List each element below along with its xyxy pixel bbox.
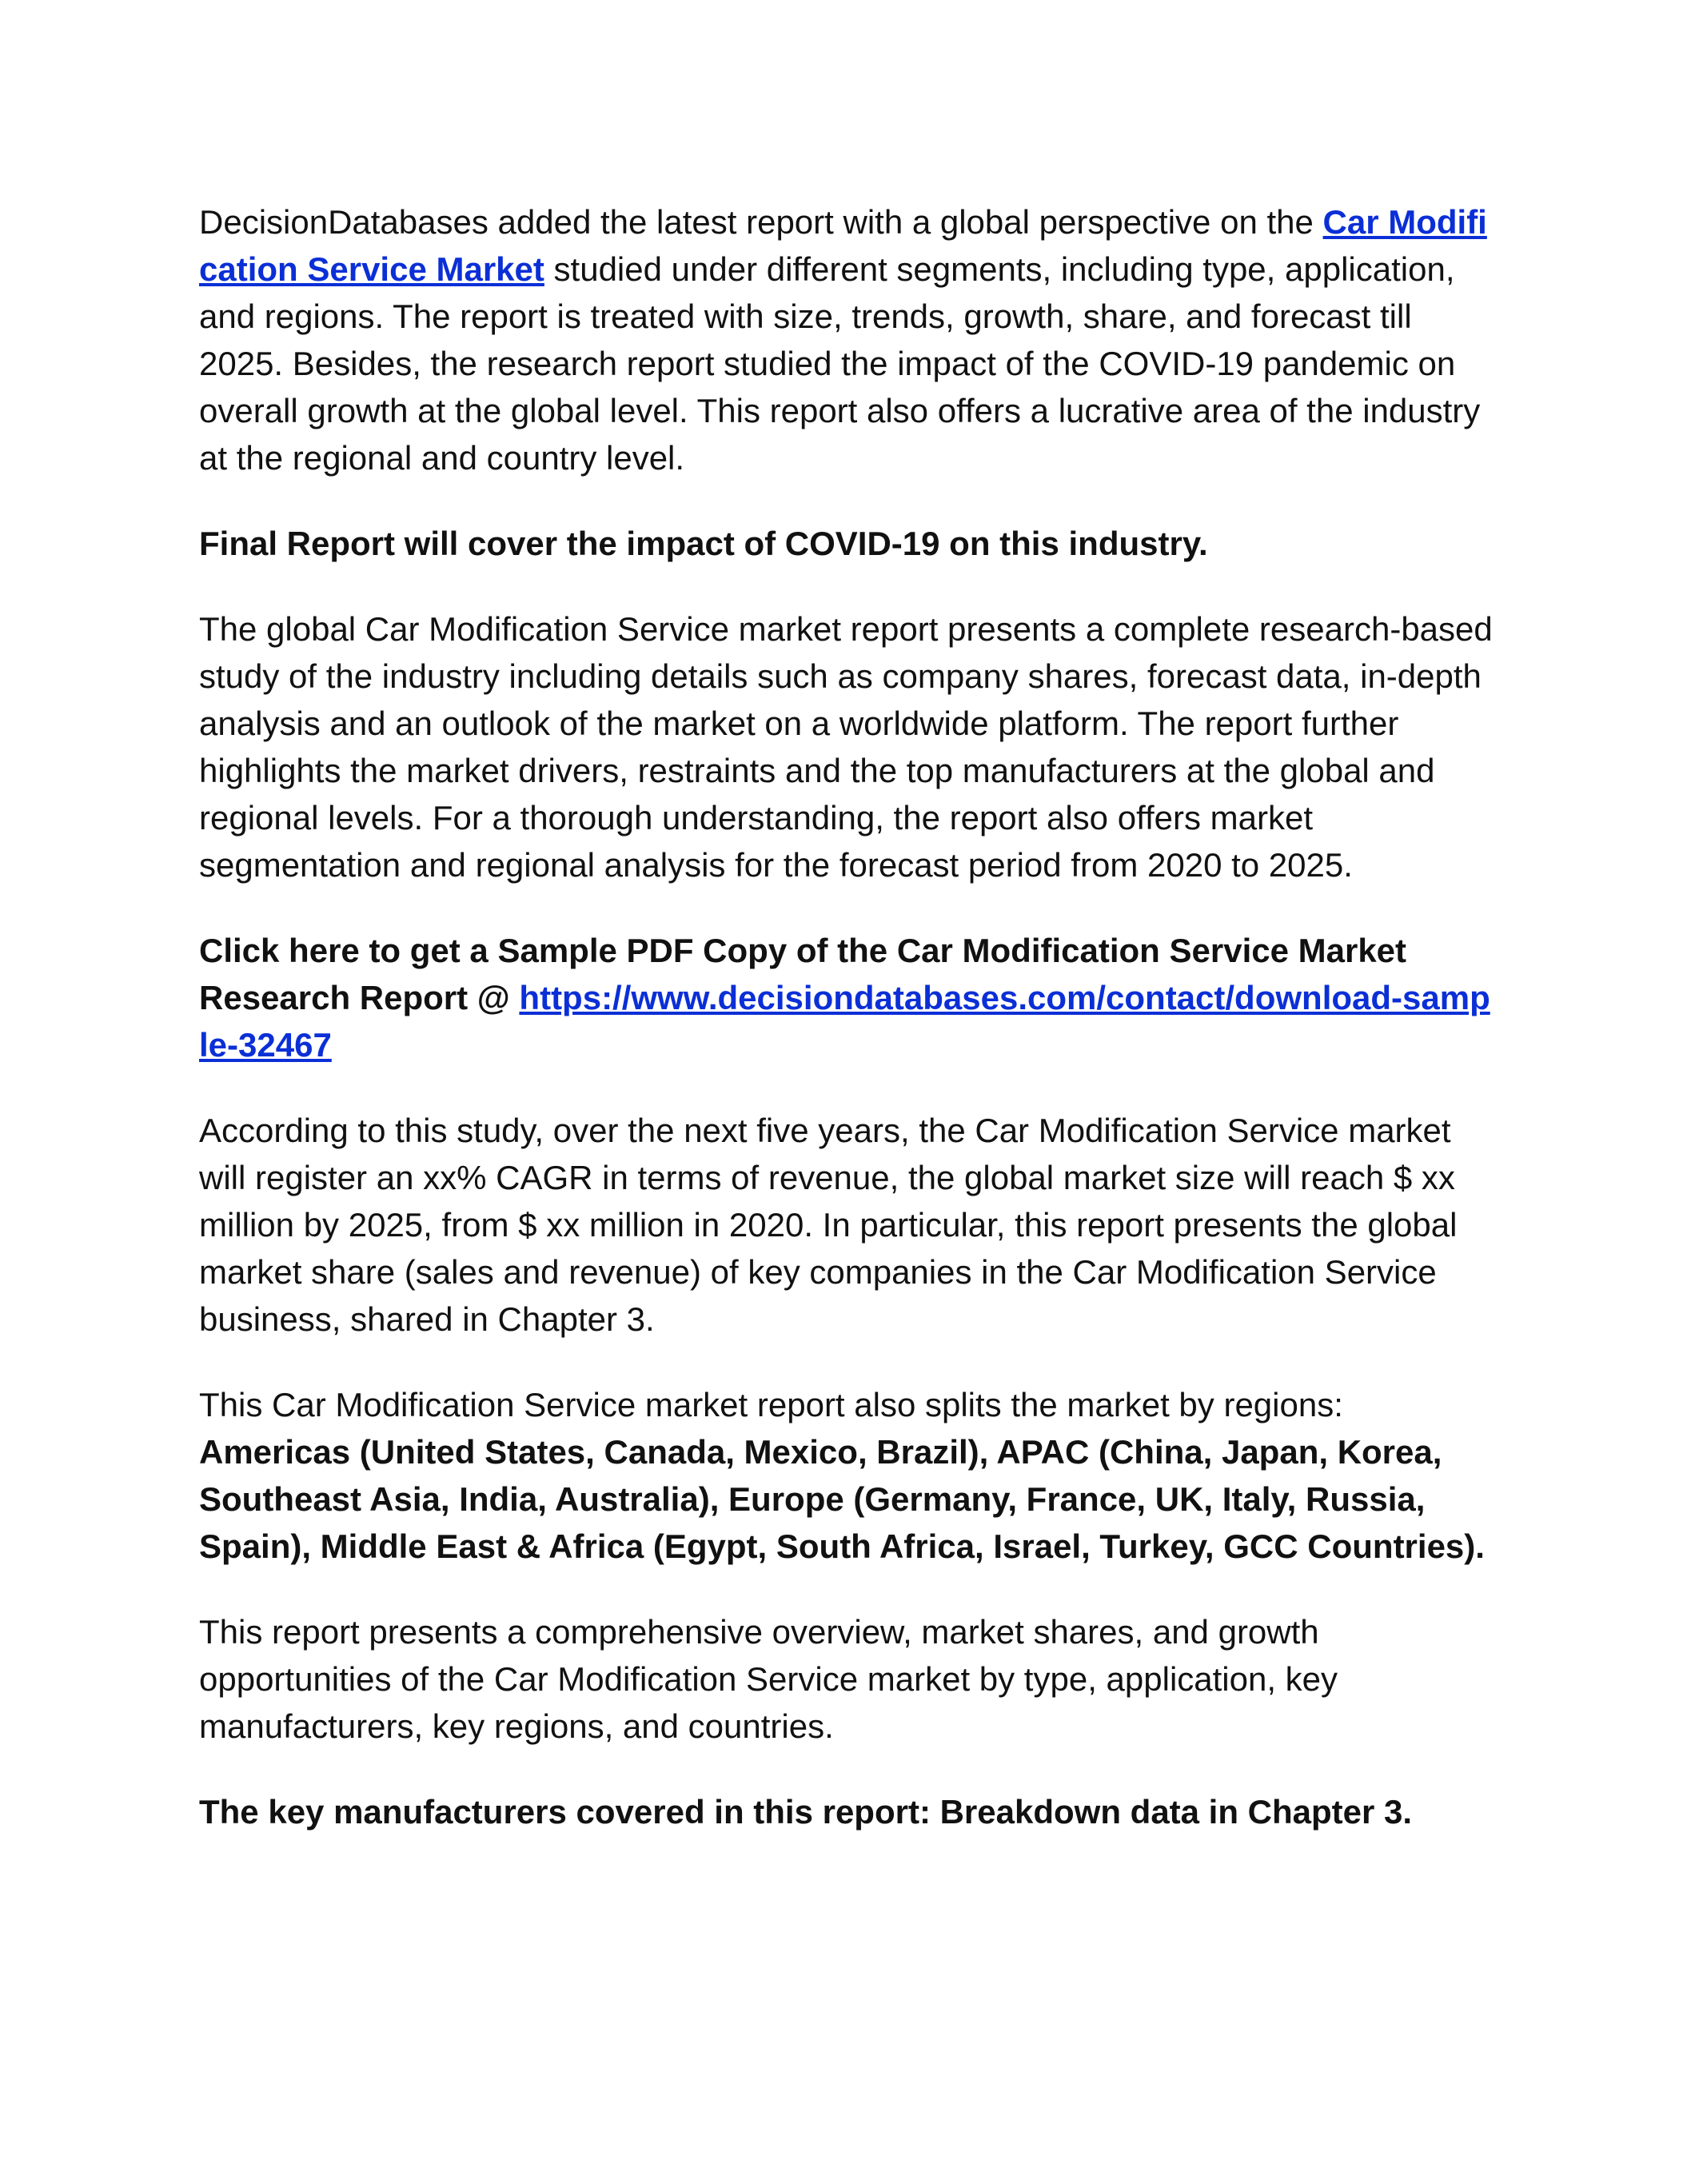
regions-text: This Car Modification Service market report also splits the market by regions:: [199, 1386, 1343, 1423]
sample-pdf-link[interactable]: https://www.decisiondatabases.com/contact/download-sample-32467: [199, 979, 1490, 1064]
comprehensive-overview-paragraph: This report presents a comprehensive overview, market shares, and growth opportunities of the Car Modification Service market by type, application, key manufacturers, key regions, and countries.: [199, 1613, 1338, 1745]
regions-paragraph: [199, 1381, 1494, 1570]
report-overview-paragraph: The global Car Modification Service market report presents a complete research-based study of the industry including details such as company shares, forecast data, in-depth analysis and an outlook of the market on a worldwide platform. The report further highlights the market drivers, restraints and the top manufacturers at the global and regional levels. For a thorough understanding, the report also offers market segmentation and regional analysis for the forecast period from 2020 to 2025.: [199, 610, 1493, 884]
document-body: [199, 198, 1494, 1874]
intro-paragraph: [199, 198, 1494, 481]
intro-text-after-link: studied under different segments, including type, application, and regions. The report is treated with size, trends, growth, share, and forecast till 2025. Besides, the research report studied the impact of the COVID-19 pandemic on overall growth at the global level. This report also offers a lucrative area of the industry at the regional and country level.: [199, 250, 1481, 477]
covid-impact-heading: Final Report will cover the impact of COVID-19 on this industry.: [199, 525, 1208, 562]
sample-pdf-text: Click here to get a Sample PDF Copy of the Car Modification Service Market Research Report @: [199, 932, 1407, 1016]
sample-pdf-paragraph: [199, 927, 1494, 1068]
cagr-paragraph: According to this study, over the next five years, the Car Modification Service market will register an xx% CAGR in terms of revenue, the global market size will reach $ xx million by 2025, from $ xx million in 2020. In particular, this report presents the global market share (sales and revenue) of key companies in the Car Modification Service business, shared in Chapter 3.: [199, 1112, 1458, 1338]
key-manufacturers-heading: The key manufacturers covered in this report: Breakdown data in Chapter 3.: [199, 1793, 1413, 1831]
intro-text-before-link: DecisionDatabases added the latest report with a global perspective on the: [199, 203, 1323, 241]
regions-list: Americas (United States, Canada, Mexico, Brazil), APAC (China, Japan, Korea, Southeast Asia, India, Australia), Europe (Germany, France, UK, Italy, Russia, Spain), Middle East & Africa (Egypt, South Africa, Israel, Turkey, GCC Countries).: [199, 1433, 1485, 1565]
car-modification-market-link[interactable]: Car Modification Service Market: [199, 203, 1487, 288]
